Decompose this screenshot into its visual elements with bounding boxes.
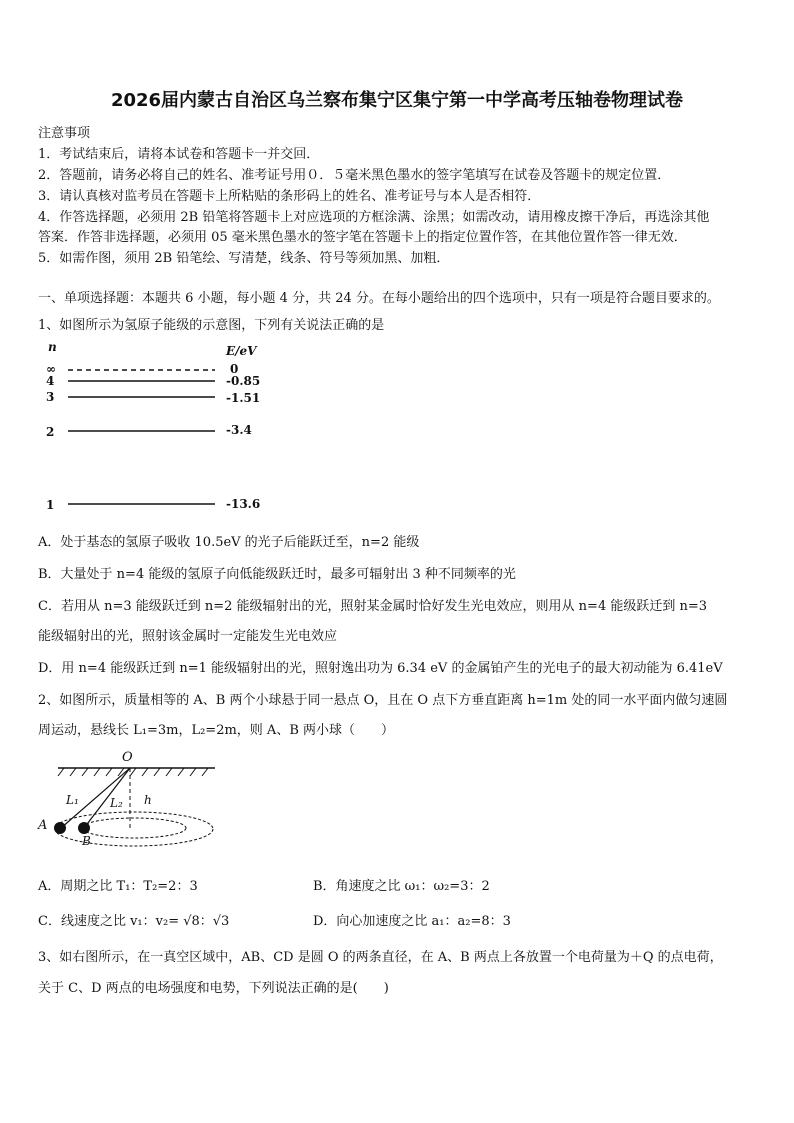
q1-option-c: C．若用从 n=3 能级跃迁到 n=2 能级辐射出的光，照射某金属时恰好发生光电效应，则用从 n=4 能级跃迁到 n=3: [38, 599, 708, 614]
question-3-stem-cont: 关于 C、D 两点的电场强度和电势，下列说法正确的是( ): [38, 981, 389, 996]
question-3-stem: 3、如右图所示，在一真空区域中，AB、CD 是圆 O 的两条直径，在 A、B 两点上各放置一个电荷量为＋Q 的点电荷，: [38, 950, 723, 965]
q2-option-c: C．线速度之比 v₁：v₂= √8：√3: [38, 914, 230, 929]
level-n-label: 3: [46, 390, 55, 404]
ball-a: [54, 822, 66, 834]
notice-item: 2．答题前，请务必将自己的姓名、准考证号用０．５毫米黑色墨水的签字笔填写在试卷及答题卡的规定位置．: [38, 168, 671, 183]
pivot-label: O: [122, 750, 133, 765]
l2-label: L₂: [110, 796, 123, 810]
q2-option-d: D．向心加速度之比 a₁：a₂=8：3: [313, 914, 511, 929]
notice-item: 3．请认真核对监考员在答题卡上所粘贴的条形码上的姓名、准考证号与本人是否相符．: [38, 189, 541, 204]
level-e-label: -3.4: [226, 423, 252, 437]
level-n-label: 2: [46, 425, 55, 439]
notice-item: 答案．作答非选择题，必须用 05 毫米黑色墨水的签字笔在答题卡上的指定位置作答，在其他位置作答一律无效．: [38, 230, 687, 245]
q1-option-c-cont: 能级辐射出的光，照射该金属时一定能发生光电效应: [38, 629, 338, 644]
level-n-label: 1: [46, 498, 55, 512]
level-e-label: -1.51: [226, 391, 261, 405]
notice-item: 4．作答选择题，必须用 2B 铅笔将答题卡上对应选项的方框涂满、涂黑；如需改动，请用橡皮擦干净后，再选涂其他: [38, 210, 710, 225]
question-2-stem: 2、如图所示，质量相等的 A、B 两个小球悬于同一悬点 O，且在 O 点下方垂直距离 h=1m 处的同一水平面内做匀速圆: [38, 693, 728, 708]
level-e-label: -13.6: [226, 497, 261, 511]
question-2-stem-cont: 周运动，悬线长 L₁=3m，L₂=2m，则 A、B 两小球（ ）: [38, 723, 395, 738]
ball-b: [78, 822, 90, 834]
q1-option-d: D．用 n=4 能级跃迁到 n=1 能级辐射出的光，照射逸出功为 6.34 eV 的金属铂产生的光电子的最大初动能为 6.41eV: [38, 661, 723, 676]
page-title: 2026届内蒙古自治区乌兰察布集宁区集宁第一中学高考压轴卷物理试卷: [110, 90, 684, 111]
energy-axis-label: E/eV: [226, 344, 257, 358]
level-e-label: -0.85: [226, 374, 261, 388]
section-heading: 一、单项选择题：本题共 6 小题，每小题 4 分，共 24 分。在每小题给出的四个选项中，只有一项是符合题目要求的。: [38, 291, 720, 306]
level-n-label: 4: [46, 374, 55, 388]
notice-item: 5．如需作图，须用 2B 铅笔绘、写清楚，线条、符号等须加黑、加粗．: [38, 251, 450, 266]
q2-option-b: B．角速度之比 ω₁：ω₂=3：2: [313, 879, 490, 894]
h-label: h: [144, 793, 152, 807]
notice-item: 1．考试结束后，请将本试卷和答题卡一并交回．: [38, 147, 320, 162]
q1-option-a: A．处于基态的氢原子吸收 10.5eV 的光子后能跃迁至，n=2 能级: [38, 535, 420, 550]
b-label: B: [82, 834, 91, 848]
level-n-label: ∞: [46, 362, 56, 376]
q1-option-b: B．大量处于 n=4 能级的氢原子向低能级跃迁时，最多可辐射出 3 种不同频率的光: [38, 567, 516, 582]
notice-heading: 注意事项: [38, 126, 91, 141]
question-1-stem: 1、如图所示为氢原子能级的示意图，下列有关说法正确的是: [38, 318, 385, 333]
level-e-label: 0: [230, 362, 239, 376]
a-label: A: [38, 818, 48, 833]
l1-label: L₁: [66, 793, 79, 807]
q2-option-a: A．周期之比 T₁：T₂=2：3: [38, 879, 198, 894]
n-axis-label: n: [48, 340, 57, 354]
